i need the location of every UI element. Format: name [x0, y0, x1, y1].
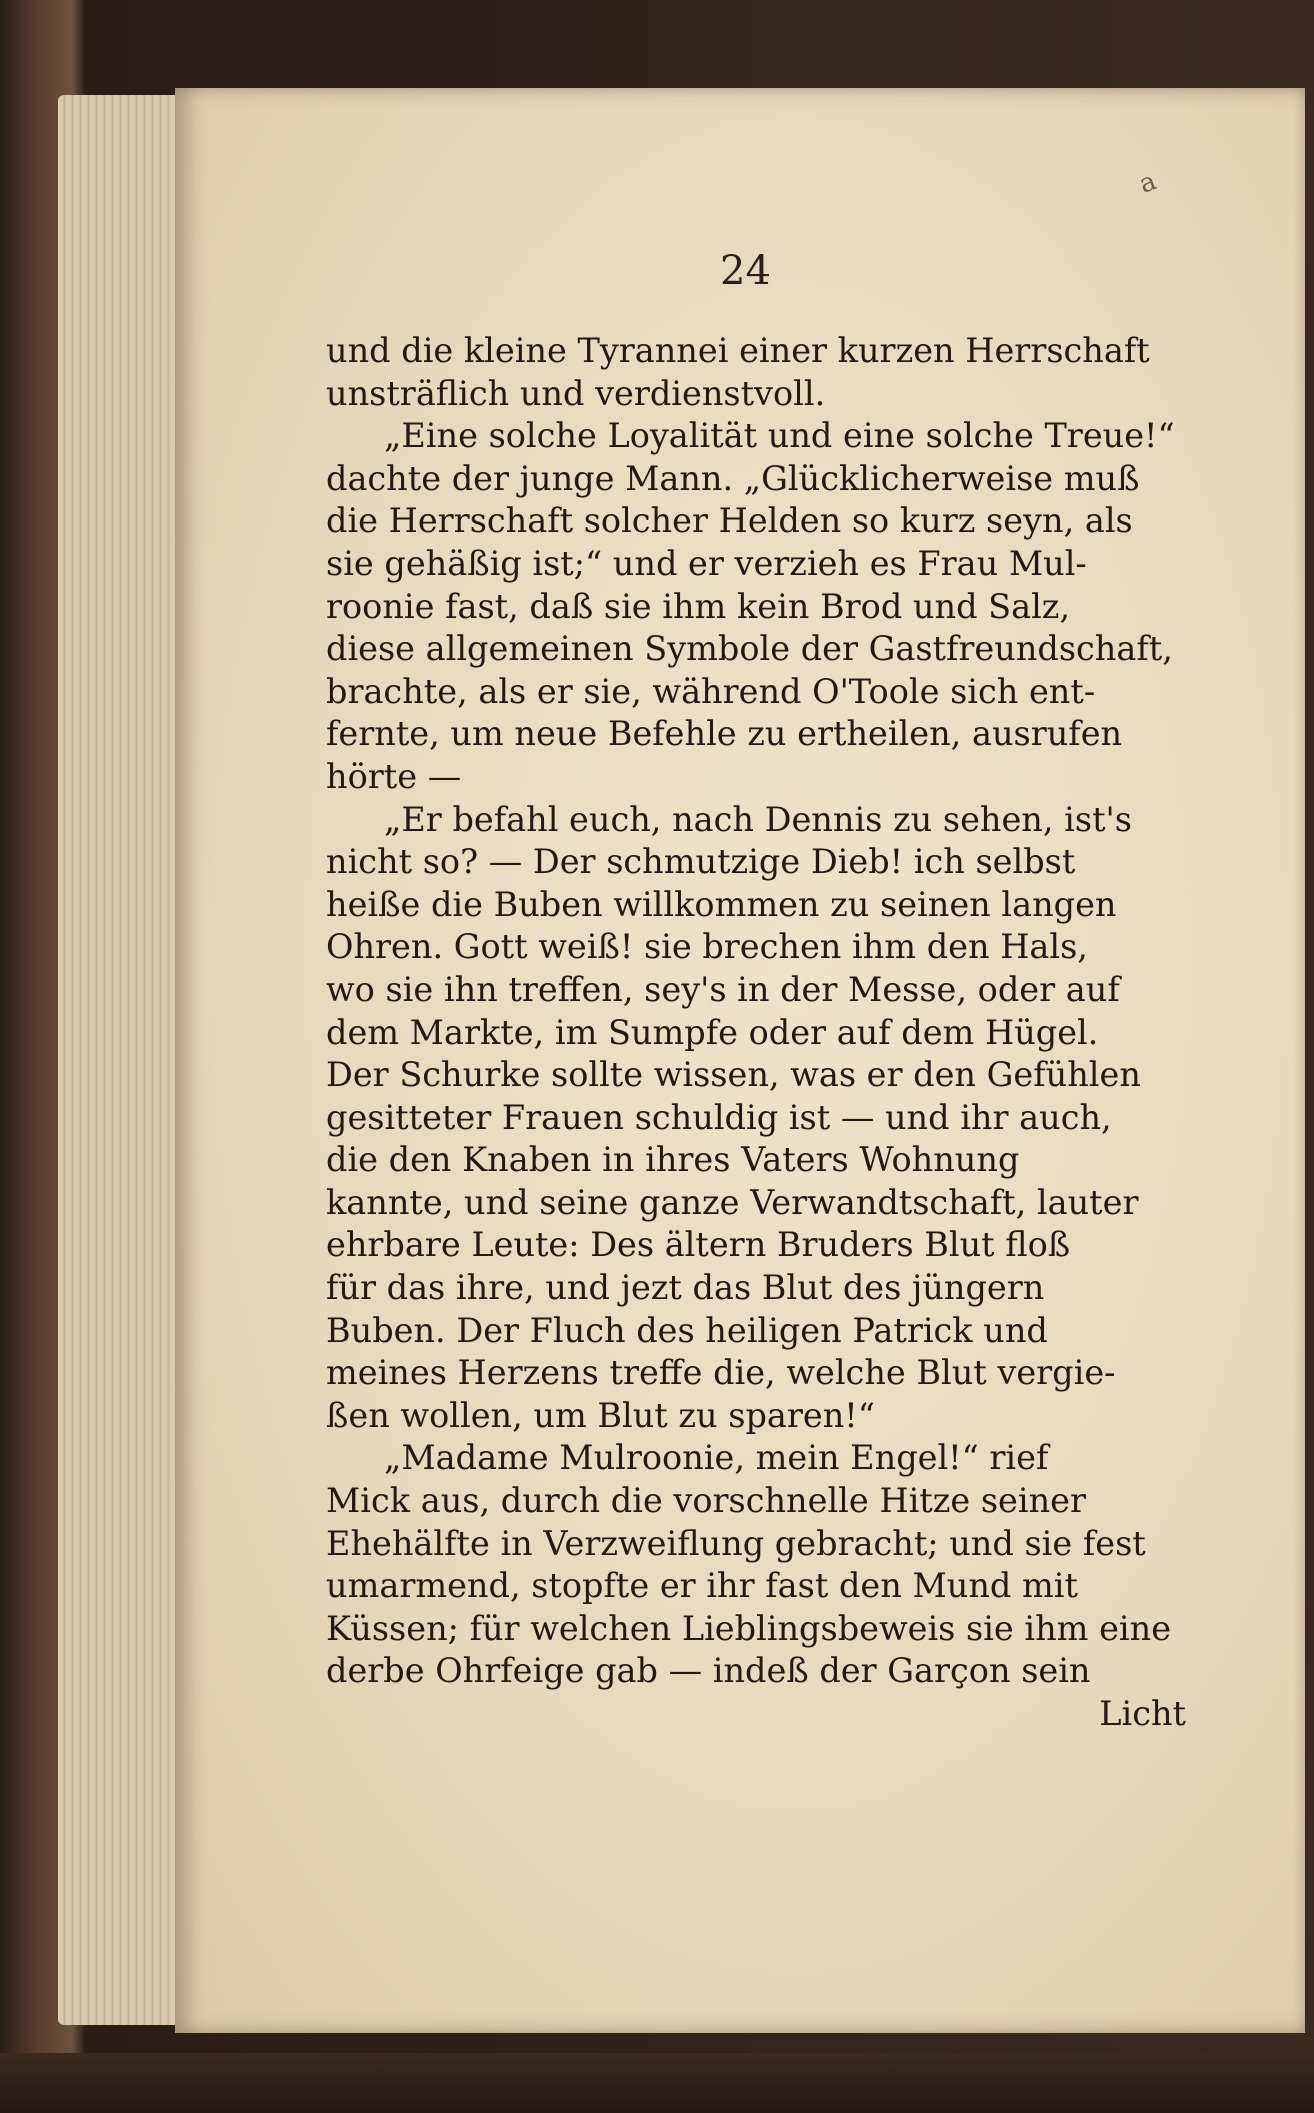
text-line: für das ihre, und jezt das Blut des jüngern: [326, 1268, 1045, 1308]
text-line: meines Herzens treffe die, welche Blut vergie-: [326, 1353, 1116, 1393]
text-line: und die kleine Tyrannei einer kurzen Herrschaft: [326, 331, 1150, 370]
text-line: derbe Ohrfeige gab — indeß der Garçon sein: [326, 1651, 1091, 1691]
text-line: kannte, und seine ganze Verwandtschaft, lauter: [326, 1182, 1139, 1222]
text-line: gesitteter Frauen schuldig ist — und ihr auch,: [326, 1097, 1112, 1137]
text-line: diese allgemeinen Symbole der Gastfreundschaft,: [326, 629, 1173, 669]
text-line: umarmend, stopfte er ihr fast den Mund mit: [326, 1566, 1078, 1606]
text-line: dachte der junge Mann. „Glücklicherweise muß: [326, 458, 1140, 498]
margin-mark: a: [1135, 166, 1161, 200]
book-cover: [0, 2053, 1314, 2113]
text-line: Der Schurke sollte wissen, was er den Gefühlen: [326, 1055, 1141, 1095]
text-line: ehrbare Leute: Des ältern Bruders Blut floß: [326, 1225, 1071, 1265]
text-line: Küssen; für welchen Lieblingsbeweis sie ihm eine: [326, 1608, 1172, 1648]
text-line: „Eine solche Loyalität und eine solche Treue!“: [384, 416, 1175, 456]
text-line: heiße die Buben willkommen zu seinen langen: [326, 884, 1117, 924]
text-line: „Er befahl euch, nach Dennis zu sehen, ist's: [384, 799, 1132, 839]
page-number: 24: [720, 248, 771, 294]
text-line: „Madame Mulroonie, mein Engel!“ rief: [384, 1438, 1049, 1478]
text-line: hörte —: [326, 756, 462, 796]
text-line: sie gehäßig ist;“ und er verzieh es Frau Mul-: [326, 543, 1087, 583]
text-line: Mick aus, durch die vorschnelle Hitze seiner: [326, 1481, 1087, 1521]
text-line: die Herrschaft solcher Helden so kurz seyn, als: [326, 501, 1133, 541]
text-line: roonie fast, daß sie ihm kein Brod und Salz,: [326, 586, 1071, 626]
text-line: unsträflich und verdienstvoll.: [326, 373, 826, 413]
text-line: Ohren. Gott weiß! sie brechen ihm den Hals,: [326, 927, 1088, 967]
text-line: dem Markte, im Sumpfe oder auf dem Hügel.: [326, 1012, 1099, 1052]
catchword: Licht: [1099, 1694, 1186, 1733]
body-text: [326, 330, 1186, 1736]
text-line: Ehehälfte in Verzweiflung gebracht; und sie fest: [326, 1523, 1146, 1563]
text-line: Buben. Der Fluch des heiligen Patrick und: [326, 1310, 1048, 1350]
text-line: wo sie ihn treffen, sey's in der Messe, oder auf: [326, 969, 1120, 1009]
text-line: fernte, um neue Befehle zu ertheilen, ausrufen: [326, 714, 1123, 754]
text-line: ßen wollen, um Blut zu sparen!“: [326, 1395, 875, 1435]
text-line: nicht so? — Der schmutzige Dieb! ich selbst: [326, 842, 1076, 882]
text-line: brachte, als er sie, während O'Toole sich ent-: [326, 671, 1096, 711]
text-line: die den Knaben in ihres Vaters Wohnung: [326, 1140, 1020, 1180]
